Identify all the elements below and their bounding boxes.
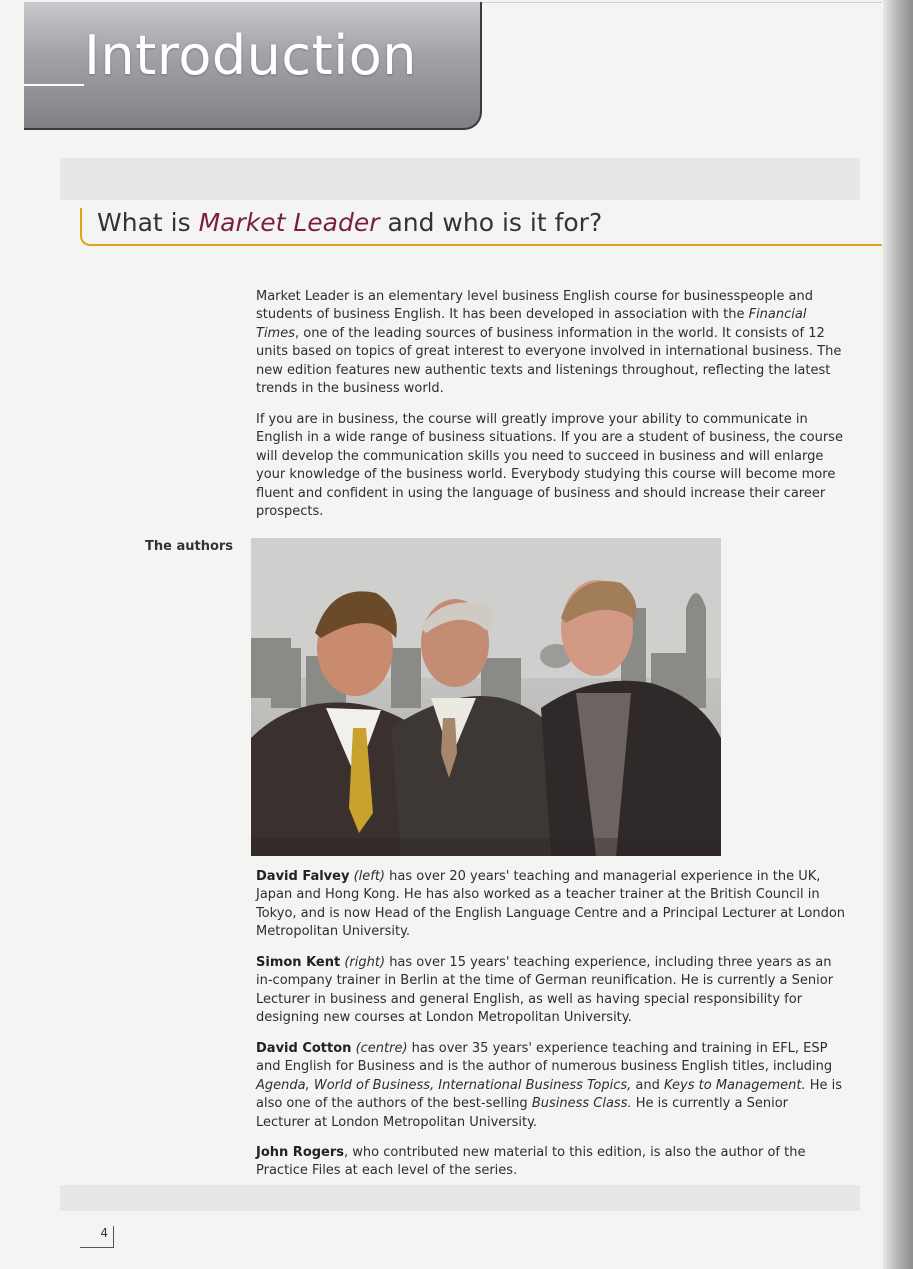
authors-photo-illustration (251, 538, 721, 856)
intro-p1-ft: Financial Times (256, 307, 807, 341)
bio-david-falvey (256, 868, 846, 942)
section-bracket (80, 208, 92, 246)
intro-p1-text-a: Market Leader is an elementary level business English course for businesspeople and students of business English. It has been developed in association with the (256, 289, 813, 323)
chapter-title: Introduction (84, 24, 418, 87)
page-number: 4 (80, 1226, 114, 1248)
book-title: Business Class. (531, 1096, 632, 1112)
authors-photo (251, 538, 721, 856)
author-name: David Cotton (256, 1041, 352, 1056)
heading-pre: What is (97, 208, 199, 237)
bio-simon-kent (256, 954, 846, 1028)
heading-book-title: Market Leader (198, 208, 380, 237)
page-edge-shadow (883, 0, 913, 1269)
intro-paragraph-1 (256, 288, 846, 409)
intro-p1-text-b: , one of the leading sources of business information in the world. It consists of 12 units based on topics of great interest to everyone involved in international business. The new edition features new authentic texts and listenings throughout, reflecting the latest trends in the business world. (256, 325, 842, 397)
author-bio-text: , who contributed new material to this edition, is also the author of the Practice Files at each level of the series. (256, 1145, 806, 1179)
footer-band (60, 1185, 860, 1211)
book-titles: Agenda, World of Business, International Business Topics, (256, 1077, 632, 1093)
author-position: (left) (353, 869, 386, 884)
bio-david-cotton (256, 1040, 846, 1132)
author-bio-text: He is currently a Senior Lecturer at London Metropolitan University. (256, 1096, 788, 1130)
authors-label: The authors (145, 539, 234, 554)
author-bio-text: has over 20 years' teaching and managerial experience in the UK, Japan and Hong Kong. He has also worked as a teacher trainer at the British Council in Tokyo, and is now Head of the English Language Centre and a Principal Lecturer at London Metropolitan University. (256, 869, 846, 940)
section-rule (90, 244, 882, 246)
author-name: John Rogers (256, 1145, 345, 1160)
intro-paragraph-2 (256, 411, 846, 532)
section-heading (97, 208, 602, 237)
author-name: David Falvey (256, 869, 350, 884)
intro-p2-text: If you are in business, the course will greatly improve your ability to communicate in English in a wide range of business situations. If you are a student of business, the course will develop the communication skills you need to succeed in business and will enlarge your knowledge of the business world. Everybody studying this course will become more fluent and confident in using the language of business and should increase their career prospects. (256, 412, 843, 520)
author-bio-text: He is also one of the authors of the best-selling (256, 1077, 843, 1112)
chapter-banner (24, 2, 482, 130)
author-bio-text: has over 35 years' experience teaching and training in EFL, ESP and English for Business and is the author of numerous business English titles, including (256, 1041, 833, 1075)
author-bio-text: has over 15 years' teaching experience, including three years as an in-company trainer in Berlin at the time of German reunification. He is currently a Senior Lecturer in business and general English, as well as having special responsibility for designing new courses at London Metropolitan University. (256, 955, 834, 1026)
author-position: (centre) (355, 1041, 408, 1056)
header-band (60, 158, 860, 200)
top-rule (482, 2, 882, 3)
author-bio-text: and (631, 1077, 664, 1093)
banner-rule (24, 84, 84, 86)
heading-post: and who is it for? (379, 208, 603, 237)
book-title: Keys to Management. (664, 1077, 806, 1093)
author-position: (right) (344, 955, 386, 970)
bio-john-rogers (256, 1144, 846, 1181)
author-name: Simon Kent (256, 955, 341, 970)
